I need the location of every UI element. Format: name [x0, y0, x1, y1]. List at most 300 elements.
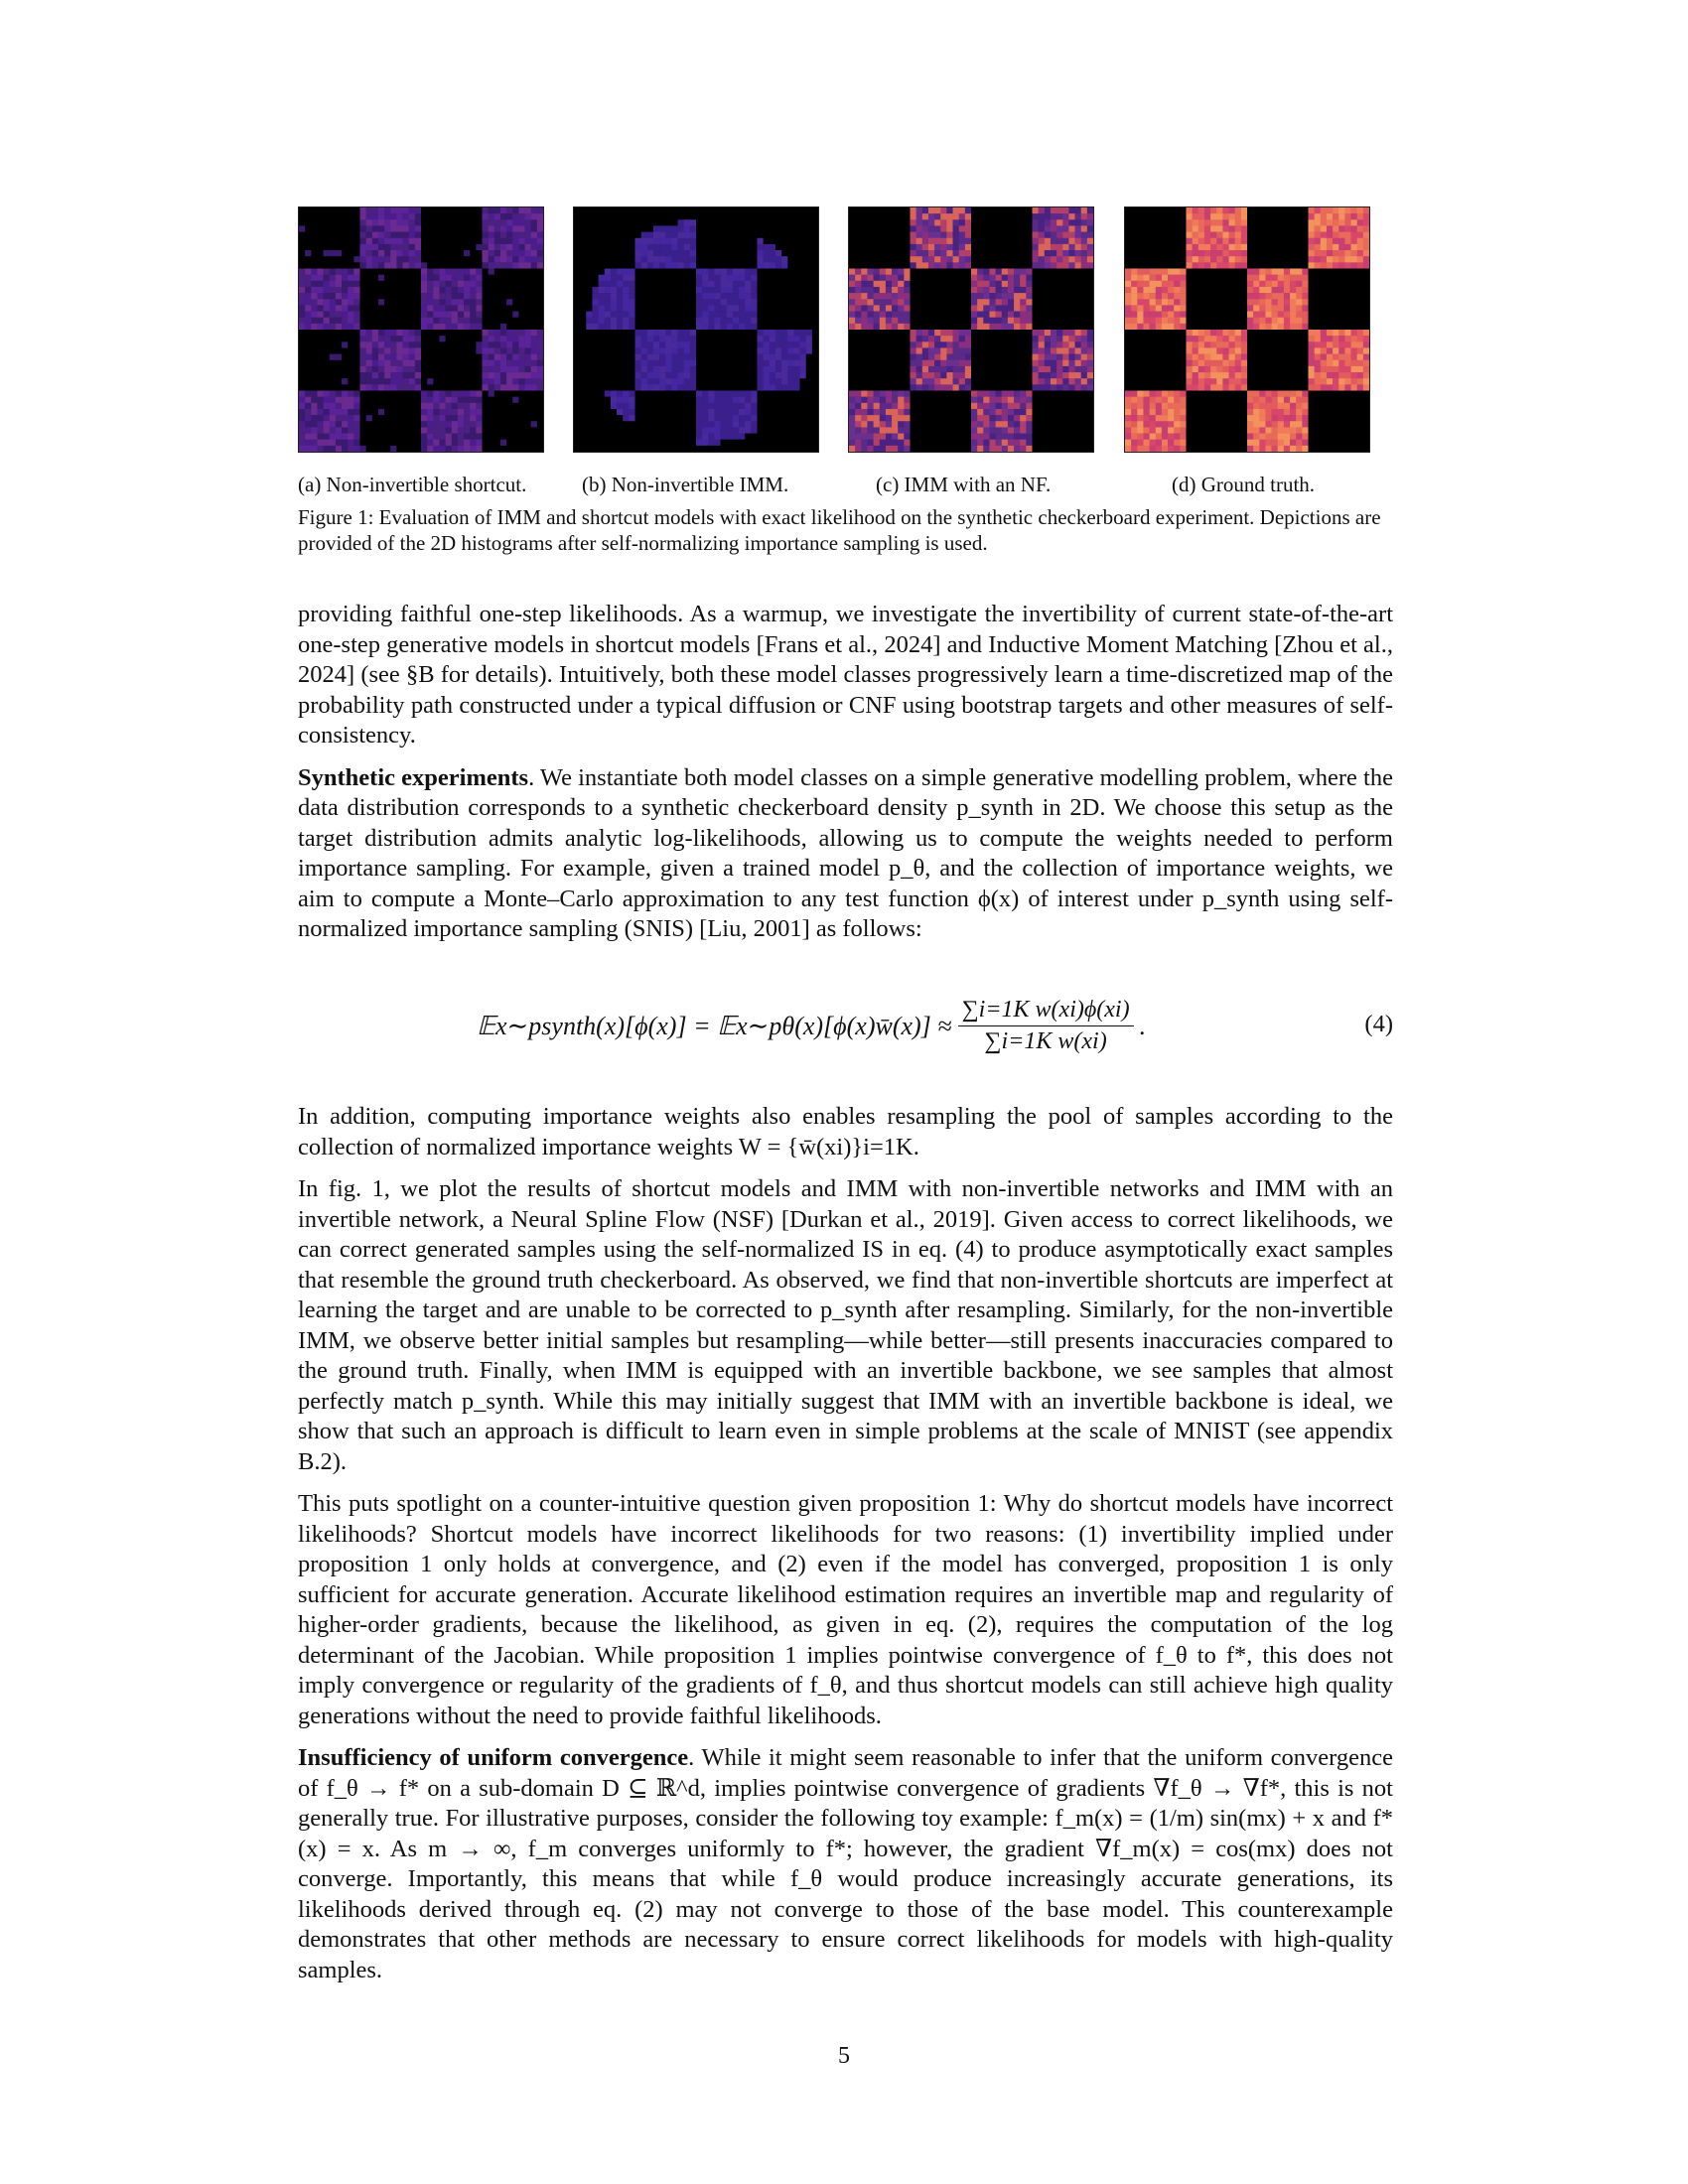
heatmap-cell: [494, 238, 500, 244]
heatmap-cell: [977, 219, 983, 225]
heatmap-cell: [452, 293, 458, 299]
heatmap-cell: [665, 305, 671, 311]
heatmap-cell: [806, 446, 812, 452]
heatmap-cell: [965, 421, 971, 427]
heatmap-cell: [1087, 275, 1093, 281]
heatmap-cell: [452, 225, 458, 231]
heatmap-cell: [629, 427, 634, 433]
heatmap-cell: [586, 415, 592, 421]
heatmap-cell: [330, 384, 336, 390]
heatmap-cell: [353, 281, 359, 287]
heatmap-cell: [1051, 384, 1056, 390]
heatmap-cell: [476, 421, 482, 427]
heatmap-cell: [708, 440, 714, 446]
heatmap-cell: [733, 354, 739, 360]
heatmap-cell: [892, 372, 898, 378]
heatmap-cell: [378, 256, 384, 262]
heatmap-cell: [861, 324, 867, 330]
heatmap-cell: [336, 434, 342, 440]
heatmap-cell: [464, 269, 470, 275]
heatmap-cell: [806, 312, 812, 318]
heatmap-cell: [1033, 299, 1039, 305]
heatmap-cell: [971, 312, 977, 318]
heatmap-cell: [336, 409, 342, 415]
heatmap-cell: [934, 384, 940, 390]
heatmap-cell: [1008, 360, 1014, 366]
heatmap-cell: [855, 293, 861, 299]
heatmap-cell: [745, 281, 751, 287]
heatmap-cell: [403, 244, 409, 250]
heatmap-cell: [378, 415, 384, 421]
heatmap-cell: [483, 384, 489, 390]
heatmap-cell: [623, 293, 629, 299]
heatmap-cell: [861, 256, 867, 262]
heatmap-cell: [690, 336, 696, 341]
heatmap-cell: [1247, 207, 1253, 213]
heatmap-cell: [353, 275, 359, 281]
heatmap-cell: [959, 397, 965, 403]
heatmap-cell: [886, 366, 892, 372]
heatmap-cell: [904, 312, 910, 318]
heatmap-cell: [1045, 281, 1051, 287]
heatmap-cell: [880, 378, 886, 384]
heatmap-cell: [324, 347, 330, 353]
heatmap-cell: [946, 397, 952, 403]
heatmap-cell: [574, 262, 580, 268]
heatmap-cell: [1131, 213, 1137, 219]
heatmap-cell: [678, 324, 684, 330]
heatmap-cell: [446, 415, 452, 421]
heatmap-cell: [1198, 207, 1204, 213]
heatmap-cell: [1020, 434, 1026, 440]
heatmap-cell: [476, 299, 482, 305]
heatmap-cell: [690, 330, 696, 336]
heatmap-cell: [983, 213, 989, 219]
heatmap-cell: [1020, 446, 1026, 452]
heatmap-cell: [1081, 341, 1087, 347]
heatmap-cell: [739, 293, 745, 299]
heatmap-cell: [592, 244, 598, 250]
heatmap-cell: [1033, 305, 1039, 311]
heatmap-cell: [378, 378, 384, 384]
heatmap-cell: [305, 347, 311, 353]
heatmap-cell: [372, 330, 378, 336]
heatmap-cell: [793, 219, 799, 225]
heatmap-cell: [775, 378, 781, 384]
heatmap-cell: [629, 324, 634, 330]
heatmap-cell: [1087, 207, 1093, 213]
heatmap-cell: [348, 366, 353, 372]
heatmap-cell: [311, 305, 317, 311]
heatmap-cell: [384, 275, 390, 281]
heatmap-cell: [599, 409, 605, 415]
heatmap-cell: [959, 275, 965, 281]
heatmap-cell: [959, 262, 965, 268]
heatmap-cell: [1222, 225, 1228, 231]
heatmap-cell: [781, 238, 787, 244]
heatmap-cell: [372, 219, 378, 225]
heatmap-cell: [518, 275, 524, 281]
heatmap-cell: [525, 366, 531, 372]
heatmap-cell: [611, 427, 617, 433]
heatmap-cell: [751, 330, 757, 336]
heatmap-cell: [489, 341, 494, 347]
heatmap-cell: [409, 446, 415, 452]
heatmap-cell: [745, 366, 751, 372]
heatmap-cell: [751, 219, 757, 225]
heatmap-cell: [1278, 207, 1284, 213]
heatmap-cell: [1087, 409, 1093, 415]
heatmap-cell: [409, 397, 415, 403]
heatmap-cell: [592, 305, 598, 311]
heatmap-cell: [861, 360, 867, 366]
heatmap-cell: [855, 312, 861, 318]
heatmap-cell: [611, 275, 617, 281]
heatmap-non-invertible-imm: [573, 206, 819, 453]
heatmap-cell: [464, 262, 470, 268]
heatmap-cell: [653, 225, 659, 231]
heatmap-cell: [671, 403, 677, 409]
heatmap-cell: [946, 238, 952, 244]
heatmap-cell: [348, 415, 353, 421]
heatmap-cell: [452, 269, 458, 275]
heatmap-cell: [787, 262, 793, 268]
heatmap-cell: [518, 207, 524, 213]
heatmap-cell: [512, 347, 518, 353]
heatmap-cell: [342, 213, 348, 219]
heatmap-cell: [880, 238, 886, 244]
heatmap-cell: [384, 341, 390, 347]
heatmap-cell: [574, 427, 580, 433]
heatmap-cell: [518, 269, 524, 275]
heatmap-cell: [758, 347, 764, 353]
heatmap-cell: [512, 421, 518, 427]
heatmap-cell: [458, 347, 464, 353]
heatmap-cell: [653, 347, 659, 353]
heatmap-cell: [403, 403, 409, 409]
heatmap-cell: [396, 434, 402, 440]
heatmap-cell: [806, 238, 812, 244]
heatmap-cell: [1033, 262, 1039, 268]
heatmap-cell: [483, 232, 489, 238]
heatmap-cell: [959, 305, 965, 311]
heatmap-cell: [714, 372, 720, 378]
heatmap-cell: [665, 225, 671, 231]
heatmap-cell: [787, 299, 793, 305]
heatmap-cell: [684, 213, 690, 219]
heatmap-cell: [1026, 219, 1032, 225]
heatmap-cell: [787, 360, 793, 366]
heatmap-cell: [1081, 378, 1087, 384]
heatmap-cell: [592, 360, 598, 366]
heatmap-cell: [806, 372, 812, 378]
heatmap-cell: [1068, 330, 1074, 336]
heatmap-cell: [849, 250, 855, 256]
heatmap-cell: [647, 446, 653, 452]
heatmap-cell: [940, 391, 946, 397]
heatmap-cell: [922, 299, 928, 305]
heatmap-cell: [353, 415, 359, 421]
heatmap-cell: [421, 427, 427, 433]
heatmap-cell: [537, 225, 543, 231]
heatmap-cell: [874, 207, 880, 213]
heatmap-cell: [311, 360, 317, 366]
heatmap-cell: [390, 256, 396, 262]
heatmap-cell: [665, 415, 671, 421]
heatmap-cell: [983, 269, 989, 275]
heatmap-cell: [305, 293, 311, 299]
heatmap-cell: [946, 336, 952, 341]
heatmap-cell: [299, 415, 305, 421]
heatmap-cell: [770, 354, 775, 360]
heatmap-cell: [580, 384, 586, 390]
heatmap-cell: [812, 391, 818, 397]
heatmap-cell: [458, 269, 464, 275]
heatmap-cell: [647, 256, 653, 262]
heatmap-cell: [500, 384, 506, 390]
heatmap-cell: [353, 312, 359, 318]
heatmap-cell: [874, 238, 880, 244]
heatmap-cell: [311, 250, 317, 256]
heatmap-cell: [1087, 305, 1093, 311]
heatmap-cell: [348, 372, 353, 378]
heatmap-cell: [641, 275, 647, 281]
heatmap-cell: [360, 415, 366, 421]
heatmap-cell: [494, 232, 500, 238]
heatmap-cell: [476, 360, 482, 366]
heatmap-cell: [690, 403, 696, 409]
heatmap-cell: [617, 213, 623, 219]
heatmap-cell: [940, 232, 946, 238]
heatmap-cell: [721, 318, 727, 324]
heatmap-cell: [953, 341, 959, 347]
heatmap-cell: [396, 244, 402, 250]
heatmap-cell: [378, 341, 384, 347]
heatmap-cell: [800, 409, 806, 415]
heatmap-cell: [1014, 330, 1020, 336]
heatmap-cell: [1068, 415, 1074, 421]
heatmap-cell: [512, 250, 518, 256]
heatmap-cell: [708, 219, 714, 225]
heatmap-cell: [806, 324, 812, 330]
heatmap-cell: [415, 262, 421, 268]
heatmap-cell: [1056, 318, 1062, 324]
heatmap-cell: [946, 305, 952, 311]
heatmap-cell: [629, 281, 634, 287]
heatmap-cell: [647, 213, 653, 219]
heatmap-cell: [324, 262, 330, 268]
heatmap-cell: [342, 391, 348, 397]
heatmap-cell: [904, 207, 910, 213]
heatmap-cell: [641, 446, 647, 452]
heatmap-cell: [324, 391, 330, 397]
heatmap-cell: [989, 225, 995, 231]
heatmap-cell: [452, 336, 458, 341]
heatmap-cell: [512, 225, 518, 231]
heatmap-cell: [360, 238, 366, 244]
heatmap-cell: [506, 269, 512, 275]
heatmap-cell: [1008, 213, 1014, 219]
heatmap-cell: [1020, 250, 1026, 256]
heatmap-cell: [299, 336, 305, 341]
heatmap-cell: [396, 269, 402, 275]
heatmap-cell: [1020, 360, 1026, 366]
heatmap-cell: [617, 244, 623, 250]
heatmap-cell: [611, 330, 617, 336]
heatmap-cell: [671, 391, 677, 397]
heatmap-cell: [781, 397, 787, 403]
heatmap-cell: [635, 391, 641, 397]
heatmap-cell: [787, 324, 793, 330]
heatmap-cell: [678, 238, 684, 244]
heatmap-cell: [928, 330, 934, 336]
heatmap-cell: [470, 391, 476, 397]
heatmap-cell: [940, 207, 946, 213]
heatmap-cell: [996, 409, 1002, 415]
heatmap-cell: [592, 287, 598, 293]
heatmap-cell: [855, 384, 861, 390]
heatmap-cell: [531, 336, 537, 341]
heatmap-cell: [855, 207, 861, 213]
heatmap-cell: [867, 434, 873, 440]
heatmap-cell: [806, 354, 812, 360]
heatmap-cell: [727, 287, 733, 293]
heatmap-cell: [1068, 275, 1074, 281]
heatmap-cell: [721, 336, 727, 341]
heatmap-cell: [360, 262, 366, 268]
heatmap-cell: [928, 225, 934, 231]
heatmap-cell: [892, 427, 898, 433]
heatmap-cell: [421, 318, 427, 324]
heatmap-cell: [531, 244, 537, 250]
heatmap-cell: [861, 262, 867, 268]
heatmap-cell: [470, 250, 476, 256]
heatmap-cell: [653, 213, 659, 219]
heatmap-cell: [983, 378, 989, 384]
heatmap-cell: [605, 403, 611, 409]
heatmap-cell: [696, 281, 702, 287]
heatmap-cell: [372, 354, 378, 360]
heatmap-cell: [470, 341, 476, 347]
heatmap-cell: [617, 378, 623, 384]
heatmap-cell: [739, 397, 745, 403]
heatmap-cell: [1033, 354, 1039, 360]
heatmap-cell: [384, 372, 390, 378]
heatmap-cell: [855, 256, 861, 262]
heatmap-cell: [781, 347, 787, 353]
heatmap-cell: [678, 318, 684, 324]
heatmap-cell: [446, 341, 452, 347]
heatmap-cell: [384, 330, 390, 336]
heatmap-cell: [934, 275, 940, 281]
heatmap-cell: [372, 293, 378, 299]
heatmap-cell: [977, 305, 983, 311]
heatmap-cell: [599, 421, 605, 427]
heatmap-cell: [647, 415, 653, 421]
heatmap-cell: [574, 397, 580, 403]
heatmap-cell: [647, 360, 653, 366]
heatmap-cell: [476, 378, 482, 384]
heatmap-cell: [971, 336, 977, 341]
heatmap-cell: [1143, 225, 1149, 231]
heatmap-cell: [800, 384, 806, 390]
heatmap-cell: [483, 269, 489, 275]
heatmap-cell: [605, 366, 611, 372]
heatmap-cell: [330, 281, 336, 287]
heatmap-cell: [518, 403, 524, 409]
heatmap-cell: [1174, 219, 1180, 225]
heatmap-cell: [464, 434, 470, 440]
heatmap-cell: [904, 440, 910, 446]
heatmap-cell: [599, 440, 605, 446]
heatmap-cell: [861, 378, 867, 384]
heatmap-cell: [378, 384, 384, 390]
heatmap-cell: [855, 287, 861, 293]
heatmap-cell: [427, 336, 433, 341]
heatmap-cell: [531, 434, 537, 440]
heatmap-cell: [1253, 232, 1259, 238]
heatmap-cell: [696, 347, 702, 353]
heatmap-cell: [641, 305, 647, 311]
heatmap-cell: [904, 269, 910, 275]
heatmap-cell: [1344, 225, 1350, 231]
heatmap-cell: [348, 281, 353, 287]
heatmap-cell: [1008, 293, 1014, 299]
heatmap-cell: [1344, 219, 1350, 225]
heatmap-cell: [874, 421, 880, 427]
heatmap-cell: [1062, 281, 1068, 287]
heatmap-cell: [305, 207, 311, 213]
heatmap-cell: [605, 378, 611, 384]
heatmap-cell: [629, 440, 634, 446]
heatmap-cell: [690, 293, 696, 299]
heatmap-cell: [518, 330, 524, 336]
heatmap-cell: [946, 384, 952, 390]
heatmap-cell: [605, 347, 611, 353]
heatmap-cell: [696, 225, 702, 231]
heatmap-cell: [305, 378, 311, 384]
heatmap-cell: [1039, 403, 1045, 409]
heatmap-cell: [1002, 378, 1008, 384]
heatmap-cell: [336, 225, 342, 231]
heatmap-cell: [574, 312, 580, 318]
heatmap-cell: [880, 305, 886, 311]
heatmap-cell: [574, 360, 580, 366]
heatmap-cell: [415, 238, 421, 244]
heatmap-cell: [342, 244, 348, 250]
heatmap-cell: [721, 427, 727, 433]
heatmap-cell: [898, 384, 904, 390]
heatmap-cell: [1204, 232, 1210, 238]
heatmap-cell: [1008, 269, 1014, 275]
heatmap-cell: [989, 213, 995, 219]
heatmap-cell: [1075, 409, 1081, 415]
heatmap-cell: [714, 269, 720, 275]
heatmap-cell: [665, 347, 671, 353]
heatmap-cell: [665, 384, 671, 390]
heatmap-cell: [880, 347, 886, 353]
heatmap-cell: [781, 446, 787, 452]
heatmap-cell: [904, 287, 910, 293]
heatmap-cell: [366, 250, 372, 256]
heatmap-cell: [733, 318, 739, 324]
heatmap-cell: [671, 421, 677, 427]
heatmap-cell: [849, 403, 855, 409]
heatmap-cell: [1087, 312, 1093, 318]
heatmap-cell: [940, 238, 946, 244]
heatmap-cell: [494, 262, 500, 268]
heatmap-cell: [812, 256, 818, 262]
